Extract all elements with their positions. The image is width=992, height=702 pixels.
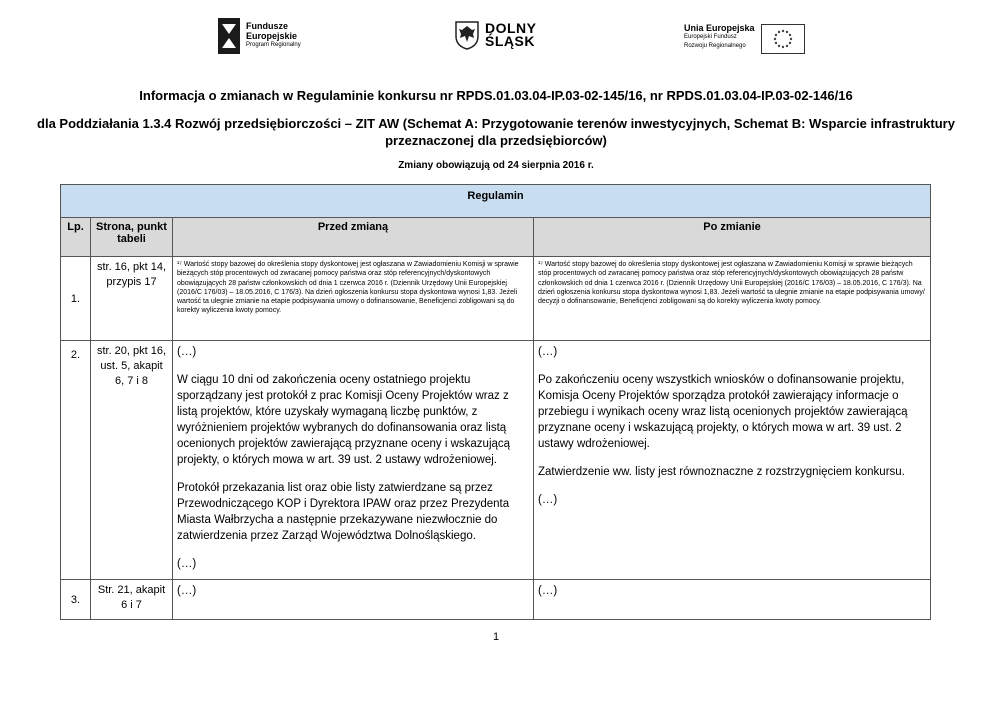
dolny-slask-logo — [454, 20, 537, 50]
eu-flag-icon — [761, 24, 805, 54]
before-para: (…) — [177, 558, 197, 570]
ue-line3: Rozwoju Regionalnego — [684, 43, 746, 49]
row-lp: 3. — [61, 580, 91, 620]
after-para: (…) — [538, 494, 558, 506]
fe-line2: Europejskie — [246, 31, 298, 42]
row-after: ¹⁷ Wartość stopy bazowej do określenia stopy dyskontowej jest ogłaszana w Zawiadomieniu Komisji w sprawie bieżących stóp procentowych od zwracanej pomocy państwa oraz stóp referencyjnych/dyskontowych obowiązujących 28 państw członkowskich od dnia 1 czerwca 2016 r. (Dziennik Urzędowy Unii Europejskiej (2016/C 176/03) – 18.05.2016, C 176/3). Na dzień ogłoszenia konkursu stopa dyskontowa wynosi 1,83. Jeżeli wartość ta ulegnie zmianie na etapie podpisywania umowy/ decyzji o dofinansowanie, Beneficjenci zobligowani są do korekty wyliczenia kwoty pomocy. — [534, 257, 931, 341]
col-where: Strona, punkt tabeli — [91, 218, 173, 257]
unia-europejska-logo — [684, 24, 805, 54]
row-after — [534, 341, 931, 580]
changes-table — [60, 184, 931, 620]
row-lp: 1. — [61, 257, 91, 341]
row-where: str. 20, pkt 16, ust. 5, akapit 6, 7 i 8 — [91, 341, 173, 580]
ue-line1: Unia Europejska — [684, 23, 755, 33]
row-before — [173, 341, 534, 580]
fe-line3: Program Regionalny — [246, 42, 301, 49]
after-para: Zatwierdzenie ww. listy jest równoznaczne z rozstrzygnięciem konkursu. — [538, 466, 905, 478]
row-where: str. 16, pkt 14, przypis 17 — [91, 257, 173, 341]
before-para: (…) — [177, 346, 197, 358]
table-row — [61, 341, 931, 580]
document-subtitle: dla Poddziałania 1.3.4 Rozwój przedsiębiorczości – ZIT AW (Schemat A: Przygotowanie terenów inwestycyjnych, Schemat B: Wsparcie infrastruktury przeznaczonej dla przedsiębiorców) — [37, 116, 955, 148]
row-after: (…) — [534, 580, 931, 620]
fundusze-europejskie-logo — [218, 18, 301, 54]
before-para: W ciągu 10 dni od zakończenia oceny ostatniego projektu sporządzany jest protokół z prac Komisji Oceny Projektów wraz z listą projektów, które uzyskały wymaganą liczbę punktów, z wyróżnieniem projektów wybranych do dofinansowania oraz listą ocenionych projektów zawierającą przyznane oceny i wskazującą projekty, o których mowa w art. 39 ust. 2 ustawy wdrożeniowej. — [177, 374, 511, 466]
ds-line2: ŚLĄSK — [485, 33, 535, 49]
fe-star-icon — [218, 18, 240, 54]
document-title: Informacja o zmianach w Regulaminie konkursu nr RPDS.01.03.04-IP.03-02-145/16, nr RPDS.01.03.04-IP.03-02-146/16 — [139, 88, 853, 103]
after-para: Po zakończeniu oceny wszystkich wniosków o dofinansowanie projektu, Komisja Oceny Projektów sporządza protokół zawierający informacje o przebiegu i wynikach oceny wraz listą ocenionych projektów zawierającą przyznane oceny i wskazującą projekty, o których mowa w art. 39 ust. 2 ustawy wdrożeniowej. — [538, 374, 908, 450]
col-lp: Lp. — [61, 218, 91, 257]
before-para: Protokół przekazania list oraz obie listy zatwierdzane są przez Przewodniczącego KOP i Dyrektora IPAW oraz przez Prezydenta Miasta Wałbrzycha a następnie przekazywane niezwłocznie do zatwierdzenia przez Zarząd Województwa Dolnośląskiego. — [177, 482, 510, 542]
eagle-crest-icon — [454, 20, 480, 50]
table-row — [61, 257, 931, 341]
effective-date: Zmiany obowiązują od 24 sierpnia 2016 r. — [398, 160, 594, 171]
table-caption: Regulamin — [61, 185, 931, 218]
page-number: 1 — [492, 631, 500, 643]
row-where: Str. 21, akapit 6 i 7 — [91, 580, 173, 620]
col-before: Przed zmianą — [173, 218, 534, 257]
logo-bar — [0, 14, 992, 64]
after-para: (…) — [538, 346, 558, 358]
row-lp: 2. — [61, 341, 91, 580]
table-row — [61, 580, 931, 620]
ds-line1: DOLNY — [485, 20, 537, 36]
row-before: (…) — [173, 580, 534, 620]
row-before: ¹⁷ Wartość stopy bazowej do określenia stopy dyskontowej jest ogłaszana w Zawiadomieniu Komisji w sprawie bieżących stóp procentowych od zwracanej pomocy państwa oraz stóp referencyjnych/dyskontowych obowiązujących 28 państw członkowskich od dnia 1 czerwca 2016 r. (Dziennik Urzędowy Unii Europejskiej (2016/C 176/03) – 18.05.2016, C 176/3). Na dzień ogłoszenia konkursu stopa dyskontowa wynosi 1,83. Jeżeli wartość ta ulegnie zmianie na etapie podpisywania umowy o dofinansowanie, Beneficjenci zobligowani są do korekty wyliczenia kwoty pomocy. — [173, 257, 534, 341]
ue-line2: Europejski Fundusz — [684, 34, 737, 40]
col-after: Po zmianie — [534, 218, 931, 257]
fe-line1: Fundusze — [246, 21, 288, 32]
